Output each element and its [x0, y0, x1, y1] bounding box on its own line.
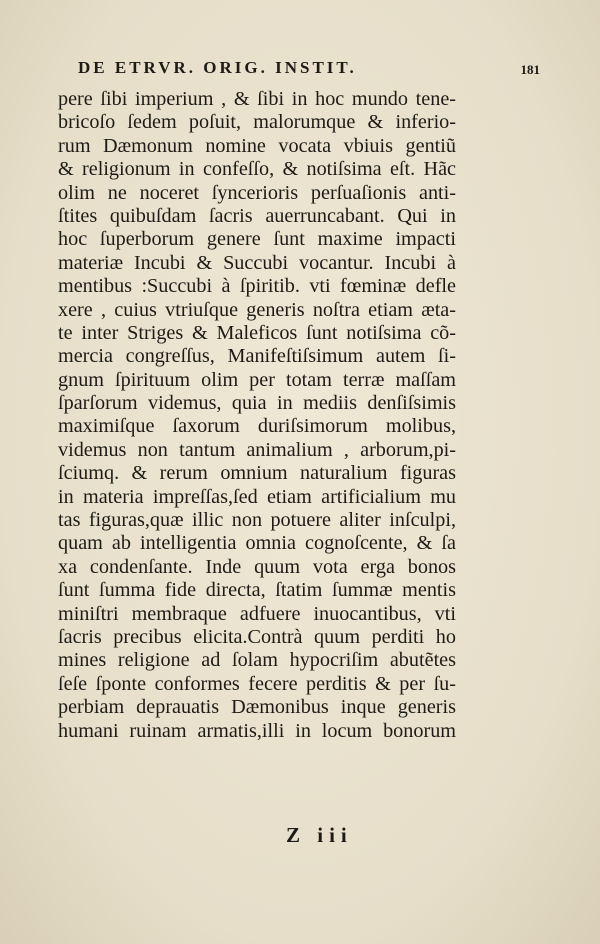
text-line: tas figuras,quæ illic non potuere aliter inſculpi, — [58, 509, 456, 532]
text-line: ſunt ſumma fide directa, ſtatim ſummæ mentis — [58, 579, 456, 602]
text-line: bricoſo ſedem poſuit, malorumque & inferio- — [58, 111, 456, 134]
text-line: te inter Striges & Maleficos ſunt notiſsima cõ- — [58, 321, 456, 344]
text-line: xa condenſante. Inde quum vota erga bonos — [58, 555, 456, 578]
body-text — [58, 88, 456, 743]
text-line: & religionum in confeſſo, & notiſsima eſt. Hãc — [58, 158, 456, 181]
signature-mark: Z iii — [286, 823, 353, 847]
text-line: videmus non tantum animalium , arborum,pi- — [58, 438, 456, 461]
text-line: ſparſorum videmus, quia in mediis denſiſsimis — [58, 392, 456, 415]
running-head: DE ETRVR. ORIG. INSTIT. — [78, 58, 357, 77]
text-line: ſtites quibuſdam ſacris auerruncabant. Qui in — [58, 204, 456, 227]
text-line: perbiam deprauatis Dæmonibus inque generis — [58, 696, 456, 719]
page-number: 181 — [520, 62, 540, 77]
text-line: mercia congreſſus, Manifeſtiſsimum autem ſi- — [58, 345, 456, 368]
text-line: gnum ſpirituum olim per totam terræ maſſam — [58, 368, 456, 391]
text-line: ſciumq. & rerum omnium naturalium figuras — [58, 462, 456, 485]
text-line: mines religione ad ſolam hypocriſim abutẽtes — [58, 649, 456, 672]
text-line: xere , cuius vtriuſque generis noſtra etiam æta- — [58, 298, 456, 321]
text-line: pere ſibi imperium , & ſibi in hoc mundo tene- — [58, 88, 456, 110]
text-line: humani ruinam armatis,illi in locum bonorum — [58, 719, 456, 742]
text-line: maximiſque ſaxorum duriſsimorum molibus, — [58, 415, 456, 438]
text-line: hoc ſuperborum genere ſunt maxime impacti — [58, 228, 456, 251]
text-line: quam ab intelligentia omnia cognoſcente, & ſa — [58, 532, 456, 555]
text-line: ſacris precibus elicita.Contrà quum perditi ho — [58, 625, 456, 648]
text-line: ſeſe ſponte conformes fecere perditis & per ſu- — [58, 672, 456, 695]
text-line: materiæ Incubi & Succubi vocantur. Incubi à — [58, 251, 456, 274]
text-line: mentibus :Succubi à ſpiritib. vti fœminæ defle — [58, 275, 456, 298]
page-header — [78, 58, 540, 84]
text-line: olim ne noceret ſyncerioris perſuaſionis anti- — [58, 181, 456, 204]
text-line: miniſtri membraque adfuere inuocantibus, vti — [58, 602, 456, 625]
text-line: in materia impreſſas,ſed etiam artificialium mu — [58, 485, 456, 508]
text-line: rum Dæmonum nomine vocata vbiuis gentiũ — [58, 134, 456, 157]
